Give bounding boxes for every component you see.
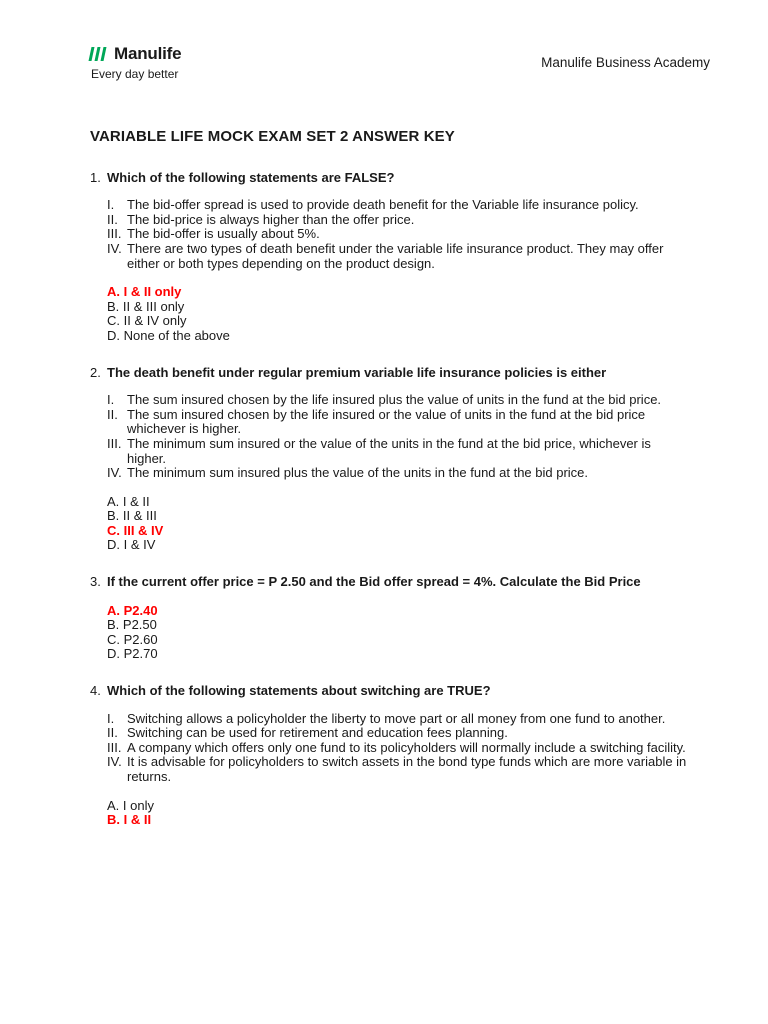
statement: [107, 408, 690, 437]
correct-answer-option: A. P2.40: [107, 602, 158, 618]
question-text: Which of the following statements about switching are TRUE?: [107, 683, 491, 699]
question-text: The death benefit under regular premium variable life insurance policies is either: [107, 364, 607, 380]
answer-option: C. P2.60: [107, 631, 158, 647]
answer-option: B. II & III: [107, 508, 157, 524]
academy-name: Manulife Business Academy: [541, 55, 710, 70]
statement-number: I.: [107, 197, 115, 213]
option-list: [107, 799, 690, 828]
statement-list: [107, 198, 690, 271]
question-number: 1.: [90, 169, 101, 185]
statement: [107, 712, 690, 727]
question-number: 2.: [90, 364, 101, 380]
statement-text: The bid-price is always higher than the offer price.: [127, 211, 415, 227]
question-header: [90, 575, 690, 590]
statement-text: It is advisable for policyholders to switch assets in the bond type funds which are more variable in returns.: [127, 754, 687, 784]
statement-text: The sum insured chosen by the life insured or the value of units in the fund at the bid price whichever is higher.: [127, 406, 646, 437]
statement-number: IV.: [107, 754, 122, 770]
statement-number: III.: [107, 435, 122, 451]
statement-text: The minimum sum insured or the value of the units in the fund at the bid price, whichever is higher.: [127, 435, 651, 466]
statement-number: I.: [107, 392, 115, 408]
document-body: [90, 130, 690, 850]
brand-name: Manulife: [114, 44, 182, 63]
question-number: 3.: [90, 574, 101, 590]
statement-number: II.: [107, 406, 118, 422]
statement: [107, 242, 690, 271]
statement: [107, 726, 690, 741]
answer-option: A. I only: [107, 797, 154, 813]
answer-option: D. None of the above: [107, 327, 230, 343]
answer-option: D. I & IV: [107, 537, 156, 553]
answer-option: B. P2.50: [107, 617, 157, 633]
answer-option: B. II & III only: [107, 298, 185, 314]
statement: [107, 466, 690, 481]
question-list: [90, 171, 690, 828]
statement-number: I.: [107, 710, 115, 726]
statement: [107, 437, 690, 466]
statement: [107, 227, 690, 242]
question-text: If the current offer price = P 2.50 and the Bid offer spread = 4%. Calculate the Bid Price: [107, 574, 641, 590]
answer-option: A. I & II: [107, 493, 150, 509]
question-text: Which of the following statements are FALSE?: [107, 169, 395, 185]
statement: [107, 393, 690, 408]
option-list: [107, 285, 690, 343]
option-list: [107, 604, 690, 662]
statement: [107, 213, 690, 228]
statement: [107, 741, 690, 756]
question-header: [90, 684, 690, 699]
question-header: [90, 366, 690, 381]
statement: [107, 198, 690, 213]
statement-number: IV.: [107, 465, 122, 481]
question: [90, 575, 690, 662]
brand-tagline: Every day better: [91, 67, 179, 81]
statement-text: The sum insured chosen by the life insured plus the value of units in the fund at the bid price.: [127, 392, 662, 408]
statement-text: The bid-offer spread is used to provide death benefit for the Variable life insurance policy.: [127, 197, 639, 213]
statement-list: [107, 393, 690, 481]
statement-text: A company which offers only one fund to its policyholders will normally include a switching facility.: [127, 739, 686, 755]
statement-list: [107, 712, 690, 785]
correct-answer-option: B. I & II: [107, 812, 152, 828]
correct-answer-option: C. III & IV: [107, 522, 164, 538]
statement-text: Switching allows a policyholder the liberty to move part or all money from one fund to another.: [127, 710, 666, 726]
document-title: VARIABLE LIFE MOCK EXAM SET 2 ANSWER KEY: [90, 128, 455, 145]
answer-option: D. P2.70: [107, 646, 158, 662]
statement-number: III.: [107, 226, 122, 242]
question: [90, 171, 690, 344]
statement-number: III.: [107, 739, 122, 755]
question: [90, 366, 690, 554]
question-header: [90, 171, 690, 186]
manulife-bars-icon: [90, 47, 105, 61]
statement-number: II.: [107, 211, 118, 227]
correct-answer-option: A. I & II only: [107, 284, 182, 300]
statement-number: IV.: [107, 240, 122, 256]
statement-text: The bid-offer is usually about 5%.: [127, 226, 320, 242]
question: [90, 684, 690, 828]
manulife-logo: [90, 44, 181, 81]
statement-text: The minimum sum insured plus the value of the units in the fund at the bid price.: [127, 465, 589, 481]
statement-number: II.: [107, 725, 118, 741]
statement-text: Switching can be used for retirement and education fees planning.: [127, 725, 508, 741]
statement-text: There are two types of death benefit under the variable life insurance product. They may offer either or both types depending on the product design.: [127, 240, 664, 271]
answer-option: C. II & IV only: [107, 313, 187, 329]
option-list: [107, 495, 690, 553]
statement: [107, 755, 690, 784]
question-number: 4.: [90, 683, 101, 699]
